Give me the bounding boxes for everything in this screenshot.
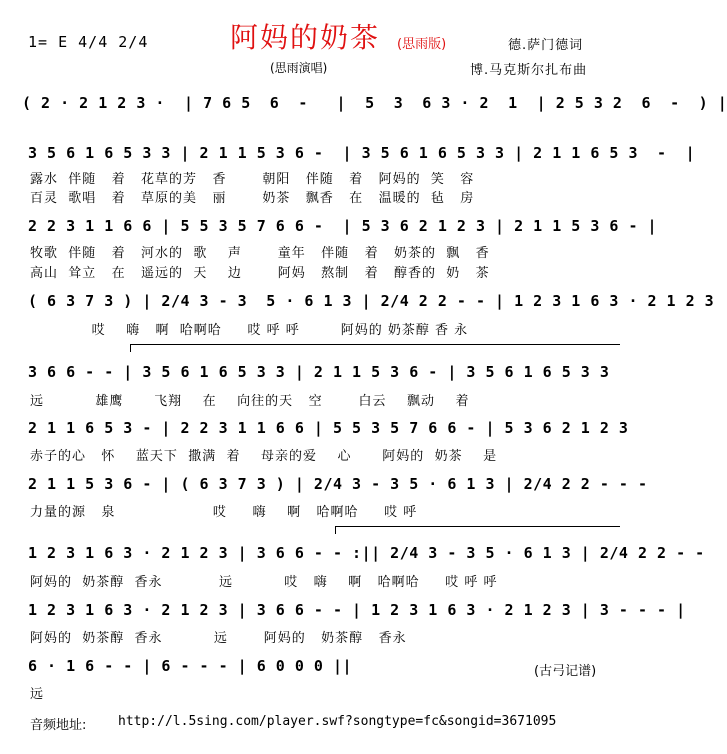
score-row-8-notes: 1 2 3 1 6 3 · 2 1 2 3 | 3 6 6 - - :|| 2/4 3 - 3 5 · 6 1 3 | 2/4 2 2 - - (28, 544, 705, 562)
score-row-6-notes: 2 1 1 6 5 3 - | 2 2 3 1 1 6 6 | 5 5 3 5 7 6 6 - | 5 3 6 2 1 2 3 (28, 419, 629, 437)
score-row-6-lyric: 赤子的心 怀 蓝天下 撒满 着 母亲的爱 心 阿妈的 奶茶 是 (30, 449, 498, 464)
score-row-5-lyric: 远 雄鹰 飞翔 在 向往的天 空 白云 飘动 着 (30, 394, 470, 409)
score-row-1-notes: ( 2 · 2 1 2 3 · | 7 6 5 6 - | 5 3 6 3 · 2 1 | 2 5 3 2 6 - ) | (22, 94, 727, 112)
score-row-10-lyric: 远 (30, 687, 45, 702)
score-row-3-notes: 2 2 3 1 1 6 6 | 5 5 3 5 7 6 6 - | 5 3 6 2 1 2 3 | 2 1 1 5 3 6 - | (28, 217, 658, 235)
volta-bracket-1 (130, 344, 620, 345)
audio-link[interactable]: http://l.5sing.com/player.swf?songtype=fc&songid=3671095 (118, 714, 557, 729)
score-row-7-lyric: 力量的源 泉 哎 嗨 啊 哈啊哈 哎 呼 (30, 505, 418, 520)
transcriber-note: (古弓记谱) (534, 664, 597, 679)
singer-label: (思雨演唱) (270, 61, 328, 75)
song-title: 阿妈的奶茶 (230, 21, 381, 54)
score-row-7-notes: 2 1 1 5 3 6 - | ( 6 3 7 3 ) | 2/4 3 - 3 5 · 6 1 3 | 2/4 2 2 - - - (28, 475, 648, 493)
score-row-9-lyric: 阿妈的 奶茶醇 香永 远 阿妈的 奶茶醇 香永 (30, 631, 407, 646)
lyricist-credit: 德.萨门德词 (508, 38, 584, 53)
version-label: (思雨版) (397, 37, 447, 52)
score-row-5-notes: 3 6 6 - - | 3 5 6 1 6 5 3 3 | 2 1 1 5 3 6 - | 3 5 6 1 6 5 3 3 (28, 363, 610, 381)
score-row-2-notes: 3 5 6 1 6 5 3 3 | 2 1 1 5 3 6 - | 3 5 6 1 6 5 3 3 | 2 1 1 6 5 3 - | (28, 144, 696, 162)
score-row-4-notes: ( 6 3 7 3 ) | 2/4 3 - 3 5 · 6 1 3 | 2/4 2 2 - - | 1 2 3 1 6 3 · 2 1 2 3 (28, 292, 715, 310)
composer-credit: 博.马克斯尔扎布曲 (470, 63, 588, 78)
volta-bracket-2-start (335, 526, 336, 534)
audio-label: 音频地址: (30, 718, 87, 733)
score-row-10-notes: 6 · 1 6 - - | 6 - - - | 6 0 0 0 || (28, 657, 353, 675)
key-signature: 1= E 4/4 2/4 (28, 33, 149, 51)
volta-bracket-1-start (130, 344, 131, 352)
score-row-2-lyric-2: 百灵 歌唱 着 草原的美 丽 奶茶 飘香 在 温暖的 毡 房 (30, 191, 475, 206)
score-row-3-lyric-2: 高山 耸立 在 遥远的 天 边 阿妈 熬制 着 醇香的 奶 茶 (30, 266, 490, 281)
volta-bracket-2 (335, 526, 620, 527)
score-row-2-lyric-1: 露水 伴随 着 花草的芳 香 朝阳 伴随 着 阿妈的 笑 容 (30, 172, 475, 187)
score-row-9-notes: 1 2 3 1 6 3 · 2 1 2 3 | 3 6 6 - - | 1 2 3 1 6 3 · 2 1 2 3 | 3 - - - | (28, 601, 686, 619)
score-row-8-lyric: 阿妈的 奶茶醇 香永 远 哎 嗨 啊 哈啊哈 哎 呼 呼 (30, 575, 498, 590)
score-row-3-lyric-1: 牧歌 伴随 着 河水的 歌 声 童年 伴随 着 奶茶的 飘 香 (30, 246, 490, 261)
score-row-4-lyric: 哎 嗨 啊 哈啊哈 哎 呼 呼 阿妈的 奶茶醇 香 永 (30, 323, 469, 338)
